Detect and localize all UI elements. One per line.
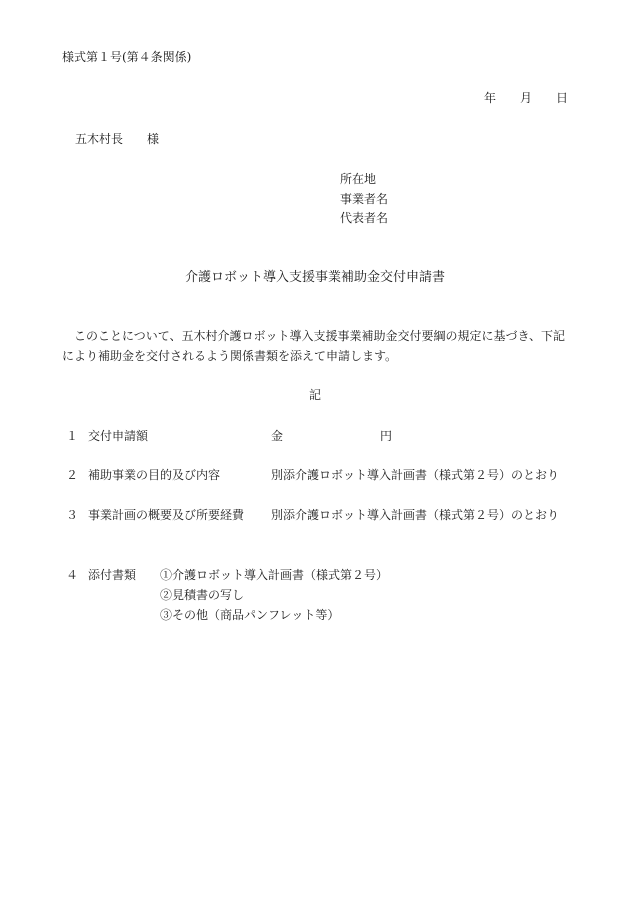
item-number: ４ [66, 568, 79, 582]
date-year-label: 年 [483, 91, 496, 105]
date-line [484, 90, 568, 106]
application-body-text: このことについて、五木村介護ロボット導入支援事業補助金交付要綱の規定に基づき、下記により補助金を交付されるよう関係書類を添えて申請します。 [62, 329, 566, 363]
addressee-name: 五木村長 [75, 132, 124, 146]
item-label-purpose: 補助事業の目的及び内容 [88, 468, 221, 482]
form-number: 様式第１号(第４条関係) [62, 50, 192, 64]
date-day-label: 日 [555, 91, 568, 105]
applicant-address-label: 所在地 [340, 172, 377, 186]
item-label-plan-overview: 事業計画の概要及び所要経費 [88, 508, 245, 522]
applicant-business-name-label: 事業者名 [340, 192, 389, 206]
amount-prefix: 金 [271, 429, 284, 443]
item-value-purpose: 別添介護ロボット導入計画書（様式第２号）のとおり [271, 468, 560, 482]
attachment-item: ③その他（商品パンフレット等） [160, 608, 340, 622]
addressee [75, 131, 159, 147]
item-label-attachments: 添付書類 [88, 568, 137, 582]
item-number: ２ [66, 468, 79, 482]
item-number: １ [66, 429, 79, 443]
item-label-application-amount: 交付申請額 [88, 429, 149, 443]
attachment-item: ②見積書の写し [160, 588, 245, 602]
addressee-honorific: 様 [147, 132, 160, 146]
attachment-item: ①介護ロボット導入計画書（様式第２号） [160, 568, 389, 582]
item-value-plan-overview: 別添介護ロボット導入計画書（様式第２号）のとおり [271, 508, 560, 522]
amount-suffix: 円 [380, 429, 393, 443]
item-number: ３ [66, 508, 79, 522]
document-title: 介護ロボット導入支援事業補助金交付申請書 [184, 270, 445, 285]
date-month-label: 月 [519, 91, 532, 105]
ki-heading: 記 [308, 388, 321, 402]
applicant-representative-label: 代表者名 [340, 211, 389, 225]
